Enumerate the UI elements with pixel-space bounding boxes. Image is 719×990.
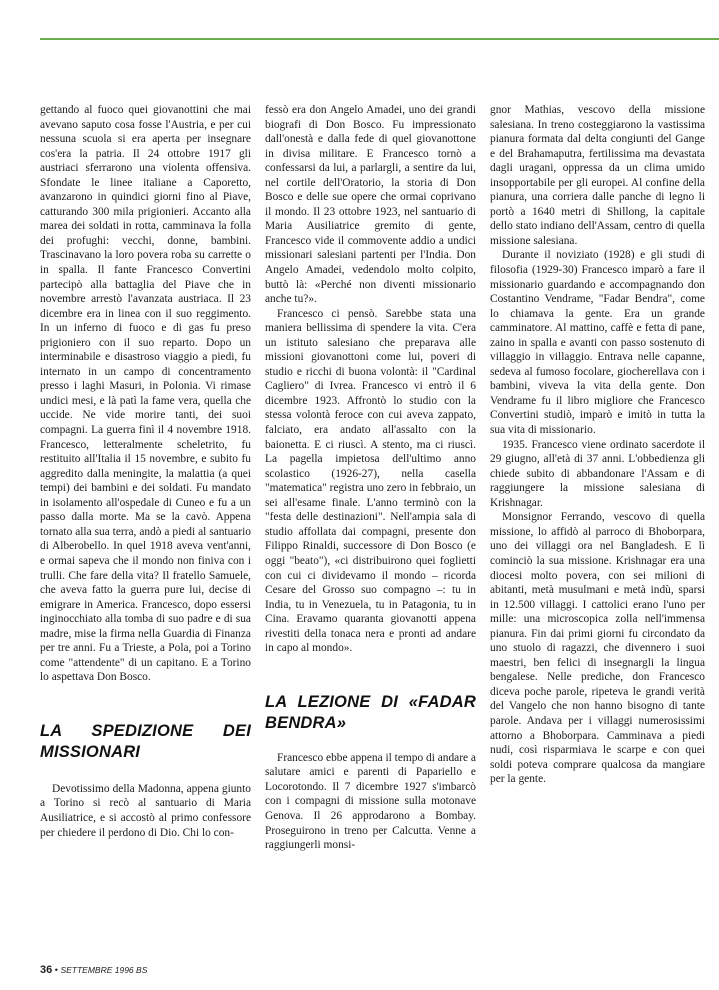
page-number: 36 (40, 964, 53, 976)
paragraph: gettando al fuoco quei giovanottini che mai avevano saputo cosa fosse l'Austria, e per cui nessuna scuola si era aperta per insegnare cos'era la patria. Il 24 ottobre 1917 gli austriaci sferrarono una violenta offensiva. Sfondate le linee italiane a Caporetto, avanzarono in quindici giorni fino al Piave, catturando 300 mila prigionieri. Accanto alla marea dei soldati in rotta, camminava la folla dei profughi: vecchi, donne, bambini. Trascinavano la loro povera roba su carrette o in spalla. Il fante Francesco Convertini partecipò alla battaglia del Piave che in novembre arrestò l'avanzata austriaca. Il 23 dicembre era in linea con il suo reggimento. In un inferno di fuoco e di gas fu preso prigioniero con il suo reparto. Dopo un interminabile e disastroso viaggio a piedi, fu internato in un campo di concentramento presso i laghi Masuri, in Polonia. Vi rimase undici mesi, e là patì la fame vera, quella che uccide. Ne vide morire tanti, dei suoi compagni. La guerra finì il 4 novembre 1918. Francesco, letteralmente scheletrito, fu restituito all'Italia il 15 novembre, e subito fu aggredito dalla meningite, la malattia (a quei tempi) dei bambini e dei soldati. Fu mandato in isolamento all'ospedale di Cuneo e fu a un passo dalla morte. Ma se la cavò. Appena tornato alla sua terra, andò a piedi al santuario di Alberobello. In quel 1918 aveva vent'anni, e ormai sapeva che il mondo non finiva con i trulli. Che fare della vita? Il fratello Samuele, che aveva fatto la guerra pure lui, decise di emigrare in America. Francesco, dopo essersi inginocchiato alla tomba di suo padre e di sua madre, mise la firma nella Guardia di Finanza per tre anni. Fu a Trieste, a Pola, poi a Torino come "attendente" di un capitano. E a Torino lo aspettava Don Bosco. (40, 104, 251, 684)
article-column-2 (265, 103, 476, 853)
paragraph: Durante il noviziato (1928) e gli studi di filosofia (1929-30) Francesco imparò a fare il missionario guardando e accompagnando don Costantino Vendrame, "Fadar Bendra", come lo chiamava la gente. Era un grande camminatore. Al mattino, caffè e fetta di pane, zaino in spalla e avanti con passo sostenuto di villaggio in villaggio. Entrava nelle capanne, sedeva al fumoso focolare, giocherellava con i bambini, viveva la vita della gente. Don Vendrame fu il libro migliore che Francesco Convertini studiò, imparò e imitò in tutta la sua vita di missionario. (490, 249, 705, 437)
article-column-1 (40, 103, 251, 840)
paragraph: Devotissimo della Madonna, appena giunto a Torino si recò al santuario di Maria Ausiliatrice, e si accostò al primo confessore per chiedere il perdono di Dio. Chi lo con- (40, 782, 251, 839)
paragraph: 1935. Francesco viene ordinato sacerdote il 29 giugno, all'età di 37 anni. L'obbedienza gli chiede subito di abbandonare l'Assam e di raggiungere la missione salesiana di Krishnagar. (490, 438, 705, 509)
footer-separator: • (54, 965, 58, 975)
page-footer (40, 964, 147, 976)
issue-label: SETTEMBRE 1996 BS (60, 965, 148, 975)
header-rule (40, 38, 719, 40)
section-heading-lezione: LA LEZIONE DI «FADAR BENDRA» (265, 692, 476, 732)
paragraph: Francesco ci pensò. Sarebbe stata una maniera bellissima di spendere la vita. C'era un istituto salesiano che preparava alle missioni giovanottoni come lui, poveri di studio e ricchi di buona volontà: il "Cardinal Cagliero" di Ivrea. Francesco vi entrò il 6 dicembre 1923. Affrontò lo studio con la stessa volontà feroce con cui aveva zappato, falciato, era andato all'assalto con la baionetta. E ci riuscì. A stento, ma ci riuscì. La pagella impietosa dell'ultimo anno scolastico (1926-27), nella casella "matematica" registra uno zero in febbraio, un sei all'esame finale. L'anno terminò con la "festa delle destinazioni". Nell'ampia sala di studio affollata dai compagni, presente don Filippo Rinaldi, successore di Don Bosco (e oggi "beato"), «ci distribuirono quei foglietti con cui ci dividevamo il mondo – ricorda Cesare del Grosso suo compagno –: tu in India, tu in Venezuela, tu in Patagonia, tu in Cina. Eravamo quaranta giovanotti appena rivestiti della tonaca nera e pronti ad andare in capo al mondo». (265, 307, 476, 655)
paragraph: Francesco ebbe appena il tempo di andare a salutare amici e parenti di Papariello e Locorotondo. Il 7 dicembre 1927 s'imbarcò con i compagni di missione sulla motonave Genova. Il 26 approdarono a Bombay. Proseguirono in treno per Calcutta. Venne a raggiungerli monsi- (265, 751, 476, 852)
section-heading-spedizione: LA SPEDIZIONE DEI MISSIONARI (40, 721, 251, 761)
paragraph: gnor Mathias, vescovo della missione salesiana. In treno costeggiarono la vastissima pianura formata dal delta congiunti del Gange e del Brahamaputra, fertilissima ma devastata dagli uragani, oppressa da un clima umido insopportabile per gli europei. Al confine della pianura, una corriera dalle panche di legno li portò a 1640 metri di Shillong, la capitale dello stato indiano dell'Assam, centro di quella missione salesiana. (490, 104, 705, 247)
paragraph: fessò era don Angelo Amadei, uno dei grandi biografi di Don Bosco. Fu impressionato dall'onestà e dalla fede di quel giovanottone in divisa militare. E Francesco tornò a confessarsi da lui, a parlargli, a sentire da lui, nel cortile dell'Oratorio, la storia di Don Bosco e delle sue opere che ormai coprivano il mondo. Il 23 ottobre 1923, nel santuario di Maria Ausiliatrice gremito di gente, Francesco vide il commovente addio a undici missionari salesiani partenti per l'India. Don Angelo Amadei, vedendolo molto colpito, buttò là: «Perché non diventi missionario anche tu?». (265, 104, 476, 306)
paragraph: Monsignor Ferrando, vescovo di quella missione, lo affidò al parroco di Bhoborpara, uno dei villaggi ora nel Bangladesh. E lì cominciò la sua missione. Krishnagar era una diocesi molto povera, con sei milioni di abitanti, metà musulmani e metà indù, sparsi in 12.500 villaggi. I cattolici erano l'uno per mille: una microscopica zolla nell'immensa pianura. Fin dai primi giorni fu circondato da uno stuolo di ragazzi, che divennero i suoi maestri, ben felici di insegnargli la lingua bengalese. Nelle prediche, don Francesco diceva poche parole, ripeteva le grandi verità del Vangelo che non hanno bisogno di tante parole. Andava per i villaggi numerosissimi attorno a Bhoborpara. Camminava a piedi nudi, così risparmiava le scarpe e con quei soldi poteva comprare qualcosa da mangiare per la gente. (490, 511, 705, 786)
article-column-3 (490, 103, 705, 787)
